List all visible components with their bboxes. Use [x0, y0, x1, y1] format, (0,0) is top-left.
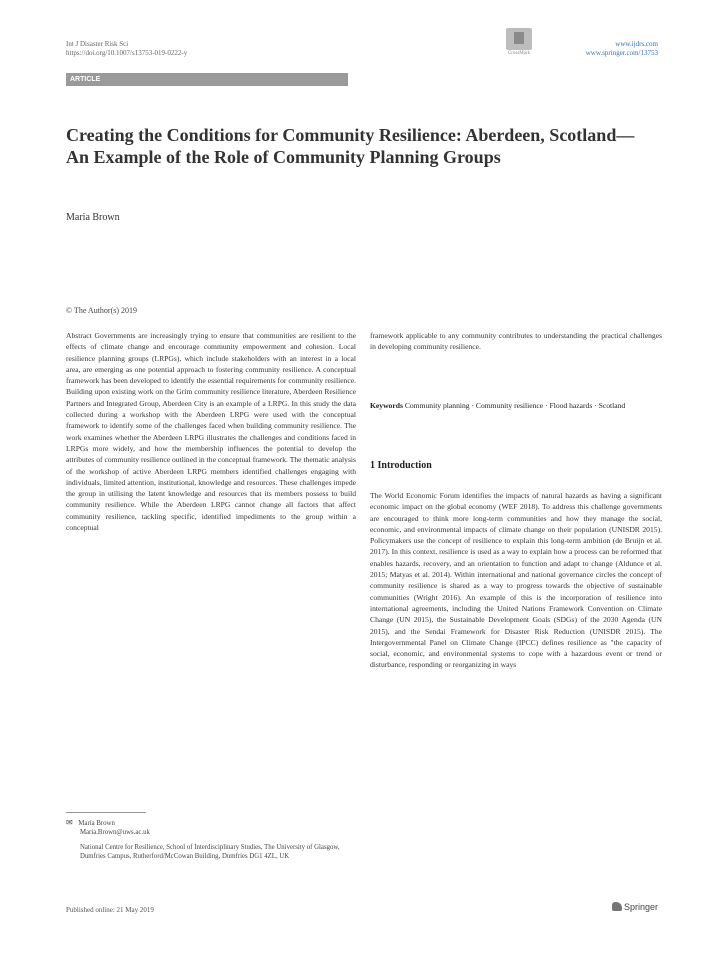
journal-website-link[interactable]: www.ijdrs.com [615, 40, 658, 48]
publisher-name: Springer [623, 902, 658, 912]
envelope-icon: ✉ [66, 818, 73, 827]
abstract-text: Abstract Governments are increasingly trying to ensure that communities are resilient to the effects of climate change and encourage community empowerment and cohesion. Local resilience planning groups (LRPGs), which include stakeholders with an interest in a local area, are emerging as one potential approach to fostering community resilience. A conceptual framework has been developed to identify the essential requirements for community resilience. Building upon existing work on the Grim community resilience literature, Aberdeen Resilience Partners and Integrated Group, Aberdeen City is an example of a LRPG. In this study the data collected during a workshop with the Aberdeen LRPG were used with the conceptual framework to identify some of the challenges faced when building community resilience. The work examines whether the Aberdeen LRPG illustrates the challenges and conditions faced in LRPGs more widely, and how the membership influences the potential to develop the attributes of community resilience outlined in the conceptual framework. The thematic analysis of the workshop of active Aberdeen LRPG members identified challenges engaging with individuals, limited attention, institutional, knowledge and resources. These challenges impede the group in utilising the latent knowledge and resources that its members possess to build community resilience. While the Aberdeen LRPG cannot change all factors that affect community resilience, tackling specific, identified impediments to the group within a conceptual [66, 331, 356, 533]
affiliation-author-name: Maria Brown [78, 820, 115, 827]
copyright-notice: © The Author(s) 2019 [66, 306, 138, 315]
affiliation-address: National Centre for Resilience, School of Interdisciplinary Studies, The University of Glasgow, Dumfries Campus, Rutherford/McCowan Building, Dumfries DG1 4ZL, UK [80, 844, 340, 860]
keywords-label: Keywords [370, 401, 403, 410]
journal-header [66, 40, 187, 58]
article-title: Creating the Conditions for Community Resilience: Aberdeen, Scotland—An Example of the Role of Community Planning Groups [66, 125, 635, 167]
author-affiliation [66, 818, 356, 867]
publisher-logo [612, 902, 658, 912]
published-date: Published online: 21 May 2019 [66, 906, 154, 914]
author-name[interactable]: Maria Brown [66, 212, 120, 223]
doi-link[interactable]: https://doi.org/10.1007/s13753-019-0222-y [66, 49, 188, 57]
abstract-continuation: framework applicable to any community contributes to understanding the practical challenges in developing community resilience. [370, 331, 662, 352]
article-type-bar [66, 73, 348, 86]
keywords-list: Community planning · Community resilience · Flood hazards · Scotland [404, 401, 626, 410]
article-type-label: ARTICLE [70, 76, 101, 83]
crossmark-icon[interactable] [506, 28, 532, 58]
journal-links [586, 40, 658, 58]
section-heading-introduction: 1 Introduction [370, 460, 432, 471]
journal-name: Int J Disaster Risk Sci [66, 40, 129, 48]
crossmark-label: CrossMark [507, 51, 531, 56]
springer-horse-icon [612, 902, 622, 911]
author-email[interactable]: Maria.Brown@uws.ac.uk [80, 829, 150, 836]
keywords [370, 400, 662, 411]
introduction-text: The World Economic Forum identifies the impacts of natural hazards as having a significant economic impact on the global economy (WEF 2018). To address this challenge governments are encouraged to think more long-term communities and how they manage the social, economic, and environmental impacts of climate change on their population (UNISDR 2015). Policymakers use the concept of resilience to explain this long-term ambition (de Bruijn et al. 2017). In this context, resilience is used as a way to explain how a process can be reformed that enables hazards, recovery, and an orientation to function and adapt to change (Aldunce et al. 2015; Matyas et al. 2014). Within international and national governance circles the concept of community resilience is shared as a way to progress towards the objective of sustainable communities (Wright 2016). An example of this is the incorporation of resilience into international agreements, including the United Nations Framework Convention on Climate Change (UN 2015), the Sustainable Development Goals (SDGs) of the 2030 Agenda (UN 2015), and the Sendai Framework for Disaster Risk Reduction (UNISDR 2015). The Intergovernmental Panel on Climate Change (IPCC) defines resilience as "the capacity of social, economic, and environmental systems to cope with a hazardous event or trend or disturbance, responding or reorganizing in ways [370, 491, 662, 670]
springer-link[interactable]: www.springer.com/13753 [585, 49, 658, 57]
footnote-divider [66, 812, 146, 813]
